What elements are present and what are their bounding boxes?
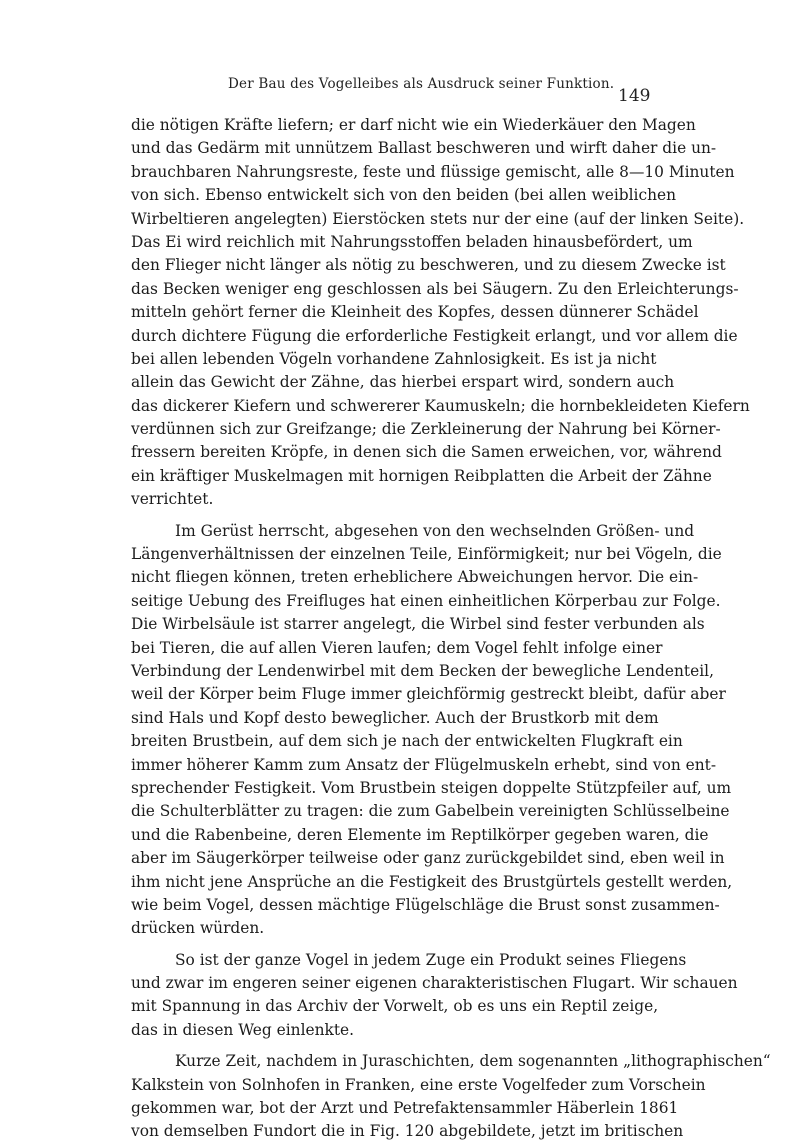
text-line: das dickerer Kiefern und schwererer Kaumuskeln; die hornbekleideten Kiefern [131,396,750,415]
text-line: sind Hals und Kopf desto beweglicher. Auch der Brustkorb mit dem [131,708,659,727]
text-line: und das Gedärm mit unnützem Ballast beschweren und wirft daher die un- [131,139,717,158]
text-line: durch dichtere Fügung die erforderliche Festigkeit erlangt, und vor allem die [131,326,738,345]
paragraph [131,114,750,512]
text-line: die nötigen Kräfte liefern; er darf nicht wie ein Wiederkäuer den Magen [131,116,696,134]
text-line: gekommen war, bot der Arzt und Petrefaktensammler Häberlein 1861 [131,1099,679,1118]
page-number: 149 [618,86,651,106]
text-line: fressern bereiten Kröpfe, in denen sich die Samen erweichen, vor, während [131,443,722,462]
text-line: Verbindung der Lendenwirbel mit dem Becken der bewegliche Lendenteil, [131,661,714,680]
text-line: breiten Brustbein, auf dem sich je nach der entwickelten Flugkraft ein [131,732,683,751]
text-line: von demselben Fundort die in Fig. 120 abgebildete, jetzt im britischen [131,1122,684,1141]
text-line: bei Tieren, die auf allen Vieren laufen; dem Vogel fehlt infolge einer [131,638,663,657]
text-line: sprechender Festigkeit. Vom Brustbein steigen doppelte Stützpfeiler auf, um [131,778,732,797]
text-line: von sich. Ebenso entwickelt sich von den beiden (bei allen weiblichen [131,186,677,205]
text-line: und die Rabenbeine, deren Elemente im Reptilkörper gegeben waren, die [131,825,709,844]
text-line: verdünnen sich zur Greifzange; die Zerkleinerung der Nahrung bei Körner- [131,420,721,439]
text-line: immer höherer Kamm zum Ansatz der Flügelmuskeln erhebt, sind von ent- [131,755,717,774]
text-line: mit Spannung in das Archiv der Vorwelt, ob es uns ein Reptil zeige, [131,997,659,1016]
text-line: den Flieger nicht länger als nötig zu beschweren, und zu diesem Zwecke ist [131,256,726,275]
text-line: die Schulterblätter zu tragen: die zum Gabelbein vereinigten Schlüsselbeine [131,802,730,821]
text-line: Wirbeltieren angelegten) Eierstöcken stets nur der eine (auf der linken Seite). [131,209,745,228]
text-line: weil der Körper beim Fluge immer gleichförmig gestreckt bleibt, dafür aber [131,685,726,704]
text-line: Im Gerüst herrscht, abgesehen von den wechselnden Größen- und [175,521,695,540]
text-line: ein kräftiger Muskelmagen mit hornigen Reibplatten die Arbeit der Zähne [131,466,712,485]
text-line: das Becken weniger eng geschlossen als bei Säugern. Zu den Erleichterungs- [131,279,739,298]
text-line: allein das Gewicht der Zähne, das hierbei erspart wird, sondern auch [131,373,675,392]
text-line: bei allen lebenden Vögeln vorhandene Zahnlosigkeit. Es ist ja nicht [131,349,657,368]
text-line: So ist der ganze Vogel in jedem Zuge ein Produkt seines Fliegens [175,950,687,969]
text-line: verrichtet. [131,490,214,509]
paragraph [131,949,738,1043]
text-line: und zwar im engeren seiner eigenen charakteristischen Flugart. Wir schauen [131,974,738,993]
text-line: brauchbaren Nahrungsreste, feste und flüssige gemischt, alle 8—10 Minuten [131,162,735,181]
text-line: drücken würden. [131,919,265,938]
text-line: das in diesen Weg einlenkte. [131,1020,355,1039]
text-line: wie beim Vogel, dessen mächtige Flügelschläge die Brust sonst zusammen- [131,895,720,914]
text-line: seitige Uebung des Freifluges hat einen einheitlichen Körperbau zur Folge. [131,591,721,610]
running-title: Der Bau des Vogelleibes als Ausdruck seiner Funktion. [228,76,615,92]
text-line: ihm nicht jene Ansprüche an die Festigkeit des Brustgürtels gestellt werden, [131,872,733,891]
text-line: Die Wirbelsäule ist starrer angelegt, die Wirbel sind fester verbunden als [131,615,705,634]
text-line: Kalkstein von Solnhofen in Franken, eine erste Vogelfeder zum Vorschein [131,1075,706,1094]
paragraph [131,520,733,941]
text-line: mitteln gehört ferner die Kleinheit des Kopfes, dessen dünnerer Schädel [131,303,699,322]
text-line: Kurze Zeit, nachdem in Juraschichten, dem sogenannten „lithographischen“ [175,1052,771,1071]
body-text [131,114,771,1144]
text-line: Längenverhältnissen der einzelnen Teile, Einförmigkeit; nur bei Vögeln, die [131,545,722,564]
text-line: aber im Säugerkörper teilweise oder ganz zurückgebildet sind, eben weil in [131,849,725,868]
text-line: Das Ei wird reichlich mit Nahrungsstoffen beladen hinausbefördert, um [131,232,693,251]
paragraph [131,1050,771,1144]
text-line: nicht fliegen können, treten erheblichere Abweichungen hervor. Die ein- [131,568,699,587]
